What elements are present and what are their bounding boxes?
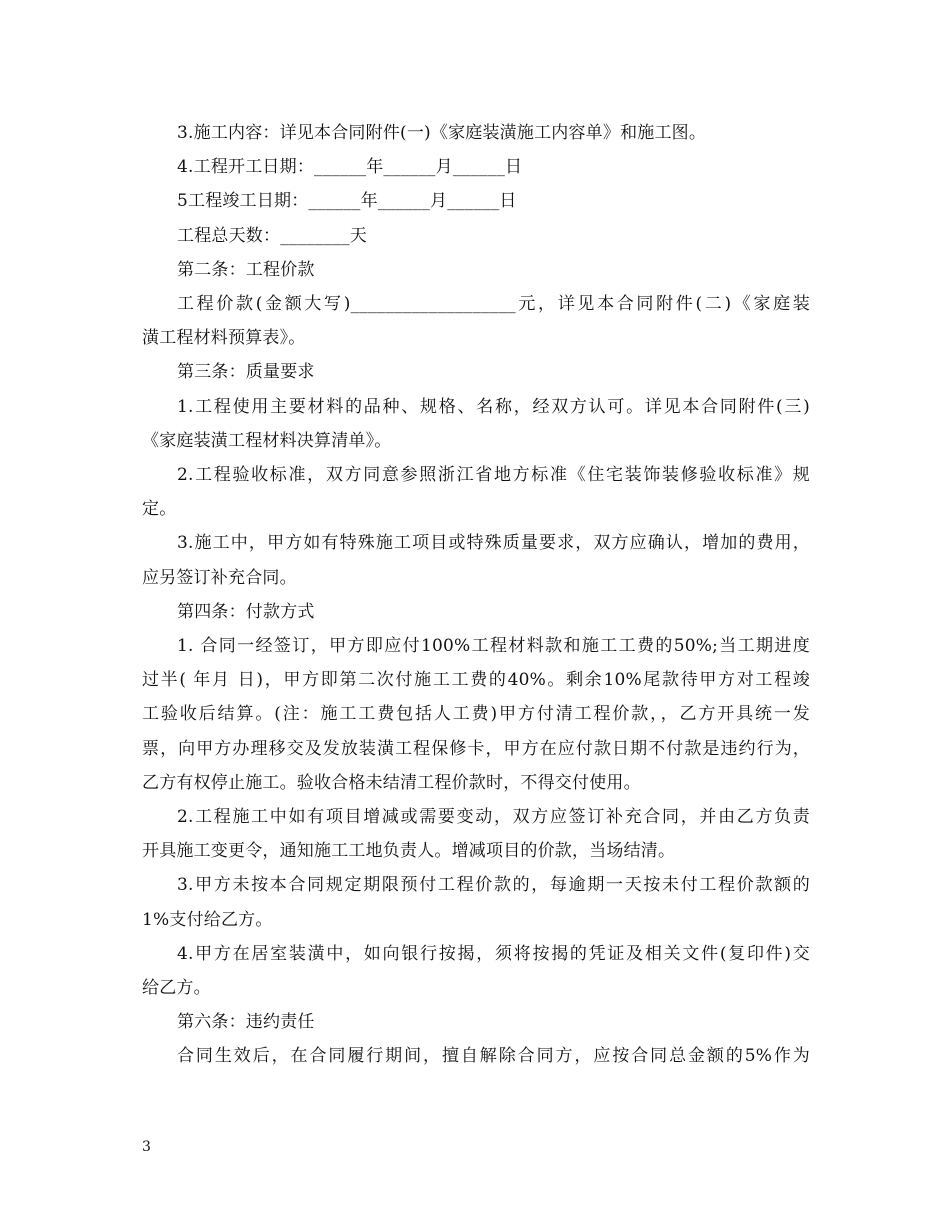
article-4-heading: 第四条：付款方式 bbox=[177, 601, 315, 622]
paragraph-line: 票，向甲方办理移交及发放装潢工程保修卡，甲方在应付款日期不付款是违约行为， bbox=[142, 738, 810, 759]
paragraph-line: 3.施工中，甲方如有特殊施工项目或特殊质量要求，双方应确认，增加的费用， bbox=[177, 533, 810, 554]
contract-body bbox=[142, 116, 810, 1074]
paragraph-line: 工验收后结算。(注：施工工费包括人工费)甲方付清工程价款，，乙方开具统一发 bbox=[142, 704, 810, 725]
paragraph-line: 2.工程验收标准，双方同意参照浙江省地方标准《住宅装饰装修验收标准》规 bbox=[177, 465, 810, 486]
paragraph-line: 合同生效后，在合同履行期间，擅自解除合同方，应按合同总金额的5%作为 bbox=[177, 1046, 810, 1067]
paragraph-line: 《家庭装潢工程材料决算清单》。 bbox=[142, 430, 392, 451]
paragraph-line: 1.工程使用主要材料的品种、规格、名称，经双方认可。详见本合同附件(三) bbox=[177, 396, 810, 417]
paragraph-line: 4.甲方在居室装潢中，如向银行按揭，须将按揭的凭证及相关文件(复印件)交 bbox=[177, 943, 810, 964]
paragraph-line: 1. 合同一经签订，甲方即应付100%工程材料款和施工工费的50%;当工期进度 bbox=[177, 636, 810, 657]
clause-construction-content: 3.施工内容：详见本合同附件(一)《家庭装潢施工内容单》和施工图。 bbox=[177, 123, 707, 143]
paragraph-line: 3.甲方未按本合同规定期限预付工程价款的，每逾期一天按未付工程价款额的 bbox=[177, 875, 810, 896]
clause-completion-date: 5工程竣工日期：______年______月______日 bbox=[177, 191, 517, 212]
paragraph-line: 潢工程材料预算表》。 bbox=[142, 328, 306, 349]
article-6-heading: 第六条：违约责任 bbox=[177, 1012, 315, 1033]
paragraph-line: 乙方有权停止施工。验收合格未结清工程价款时，不得交付使用。 bbox=[142, 772, 641, 793]
paragraph-line: 定。 bbox=[142, 499, 177, 520]
clause-total-days: 工程总天数：________天 bbox=[177, 225, 367, 246]
clause-start-date: 4.工程开工日期：______年______月______日 bbox=[177, 157, 523, 178]
paragraph-line: 工程价款(金额大写)___________________元，详见本合同附件(二)《家庭装 bbox=[177, 294, 810, 315]
paragraph-line: 开具施工变更令，通知施工工地负责人。增减项目的价款，当场结清。 bbox=[142, 841, 676, 862]
paragraph-line: 给乙方。 bbox=[142, 978, 211, 999]
article-3-heading: 第三条：质量要求 bbox=[177, 362, 315, 383]
page-number: 3 bbox=[142, 1139, 151, 1155]
paragraph-line: 1%支付给乙方。 bbox=[142, 909, 273, 930]
paragraph-line: 应另签订补充合同。 bbox=[142, 567, 297, 588]
article-2-heading: 第二条：工程价款 bbox=[177, 259, 315, 280]
paragraph-line: 2.工程施工中如有项目增减或需要变动，双方应签订补充合同，并由乙方负责 bbox=[177, 807, 810, 828]
paragraph-line: 过半( 年月 日)，甲方即第二次付施工工费的40%。剩余10%尾款待甲方对工程竣 bbox=[142, 670, 810, 691]
